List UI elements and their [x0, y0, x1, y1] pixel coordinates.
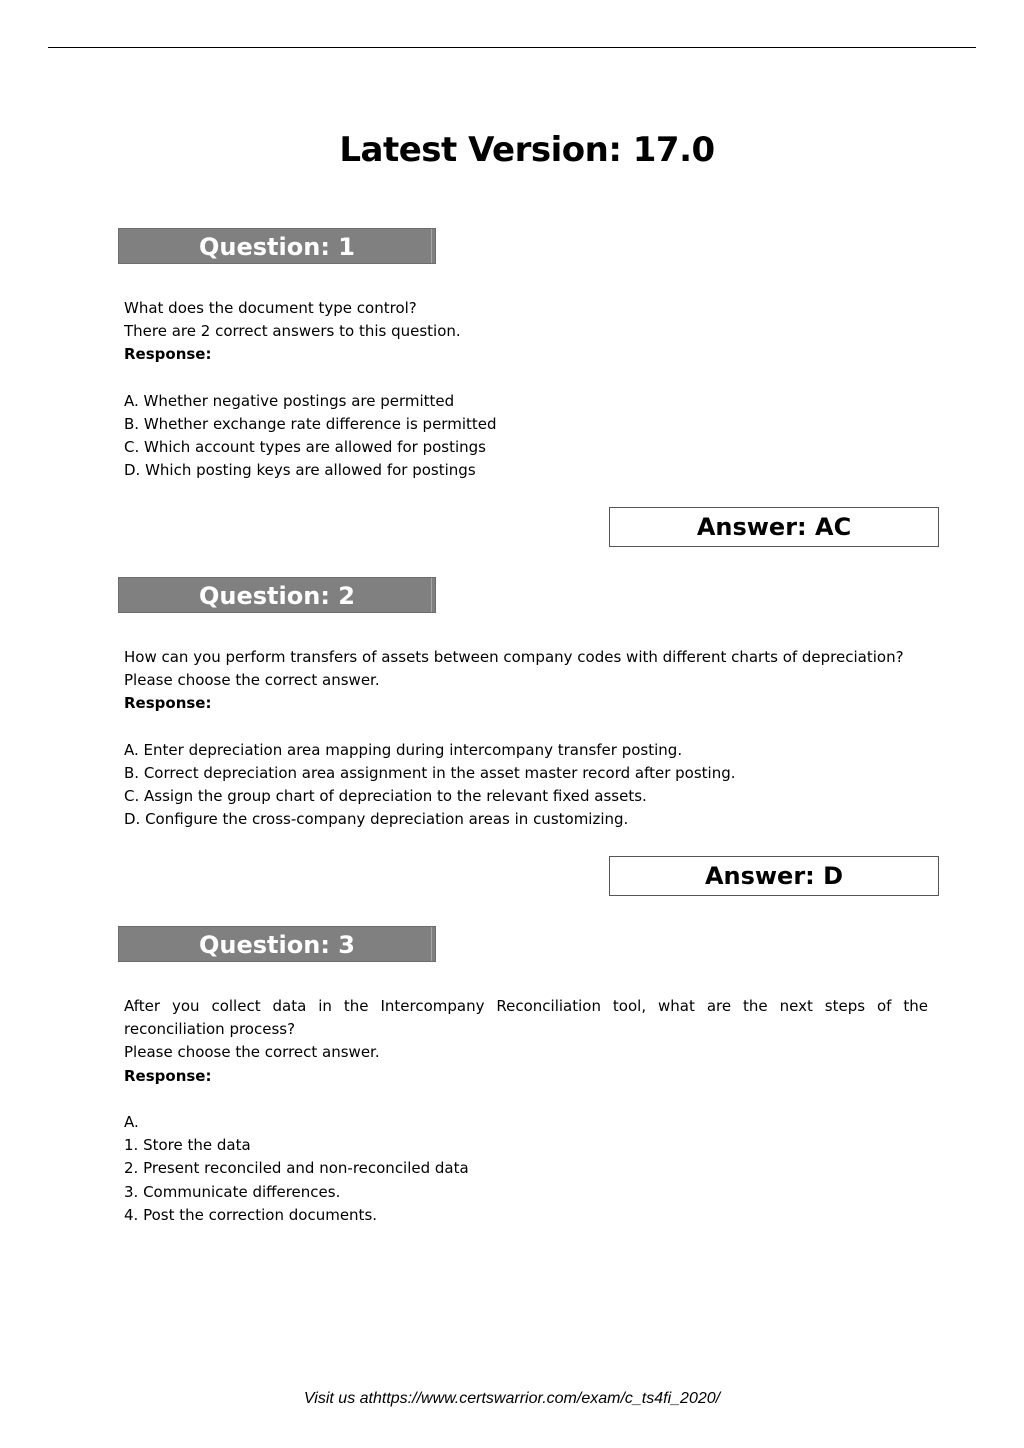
question-text: After you collect data in the Intercompany Reconciliation tool, what are the next steps of the: [124, 997, 928, 1015]
option-step-3: 3. Communicate differences.: [124, 1182, 341, 1201]
question-2-answer: Answer: D: [609, 856, 939, 896]
response-label: Response:: [124, 694, 212, 713]
response-label: Response:: [124, 345, 212, 364]
question-instruction: There are 2 correct answers to this question.: [124, 322, 461, 341]
question-1-body: [124, 297, 928, 483]
question-2-body: [124, 646, 928, 832]
option-a: A. Whether negative postings are permitted: [124, 391, 455, 410]
question-2-label: Question: 2: [199, 582, 355, 610]
page-title: Latest Version: 17.0: [339, 130, 715, 170]
question-3-header: [118, 926, 436, 962]
option-a: A. Enter depreciation area mapping during intercompany transfer posting.: [124, 740, 683, 759]
question-3-label: Question: 3: [199, 931, 355, 959]
response-label: Response:: [124, 1066, 212, 1085]
question-2-header: [118, 577, 436, 613]
question-1-header: [118, 228, 436, 264]
top-rule: [48, 47, 976, 48]
option-step-1: 1. Store the data: [124, 1136, 251, 1155]
question-instruction: Please choose the correct answer.: [124, 671, 380, 690]
question-1-answer: Answer: AC: [609, 507, 939, 547]
option-d: D. Which posting keys are allowed for postings: [124, 461, 476, 480]
option-b: B. Whether exchange rate difference is permitted: [124, 415, 497, 433]
option-step-4: 4. Post the correction documents.: [124, 1205, 378, 1224]
question-3-body: [124, 995, 928, 1227]
question-1-label: Question: 1: [199, 233, 355, 261]
option-a: A.: [124, 1113, 139, 1131]
option-c: C. Assign the group chart of depreciation to the relevant fixed assets.: [124, 787, 647, 806]
option-b: B. Correct depreciation area assignment in the asset master record after posting.: [124, 764, 736, 782]
question-text: How can you perform transfers of assets between company codes with different charts of depreciation?: [124, 648, 904, 666]
footer-link[interactable]: Visit us athttps://www.certswarrior.com/exam/c_ts4fi_2020/: [303, 1390, 721, 1407]
option-c: C. Which account types are allowed for postings: [124, 438, 486, 457]
question-instruction: Please choose the correct answer.: [124, 1043, 380, 1062]
option-step-2: 2. Present reconciled and non-reconciled data: [124, 1159, 469, 1178]
option-d: D. Configure the cross-company depreciation areas in customizing.: [124, 810, 629, 829]
question-text-continued: reconciliation process?: [124, 1020, 296, 1039]
question-text: What does the document type control?: [124, 299, 417, 317]
